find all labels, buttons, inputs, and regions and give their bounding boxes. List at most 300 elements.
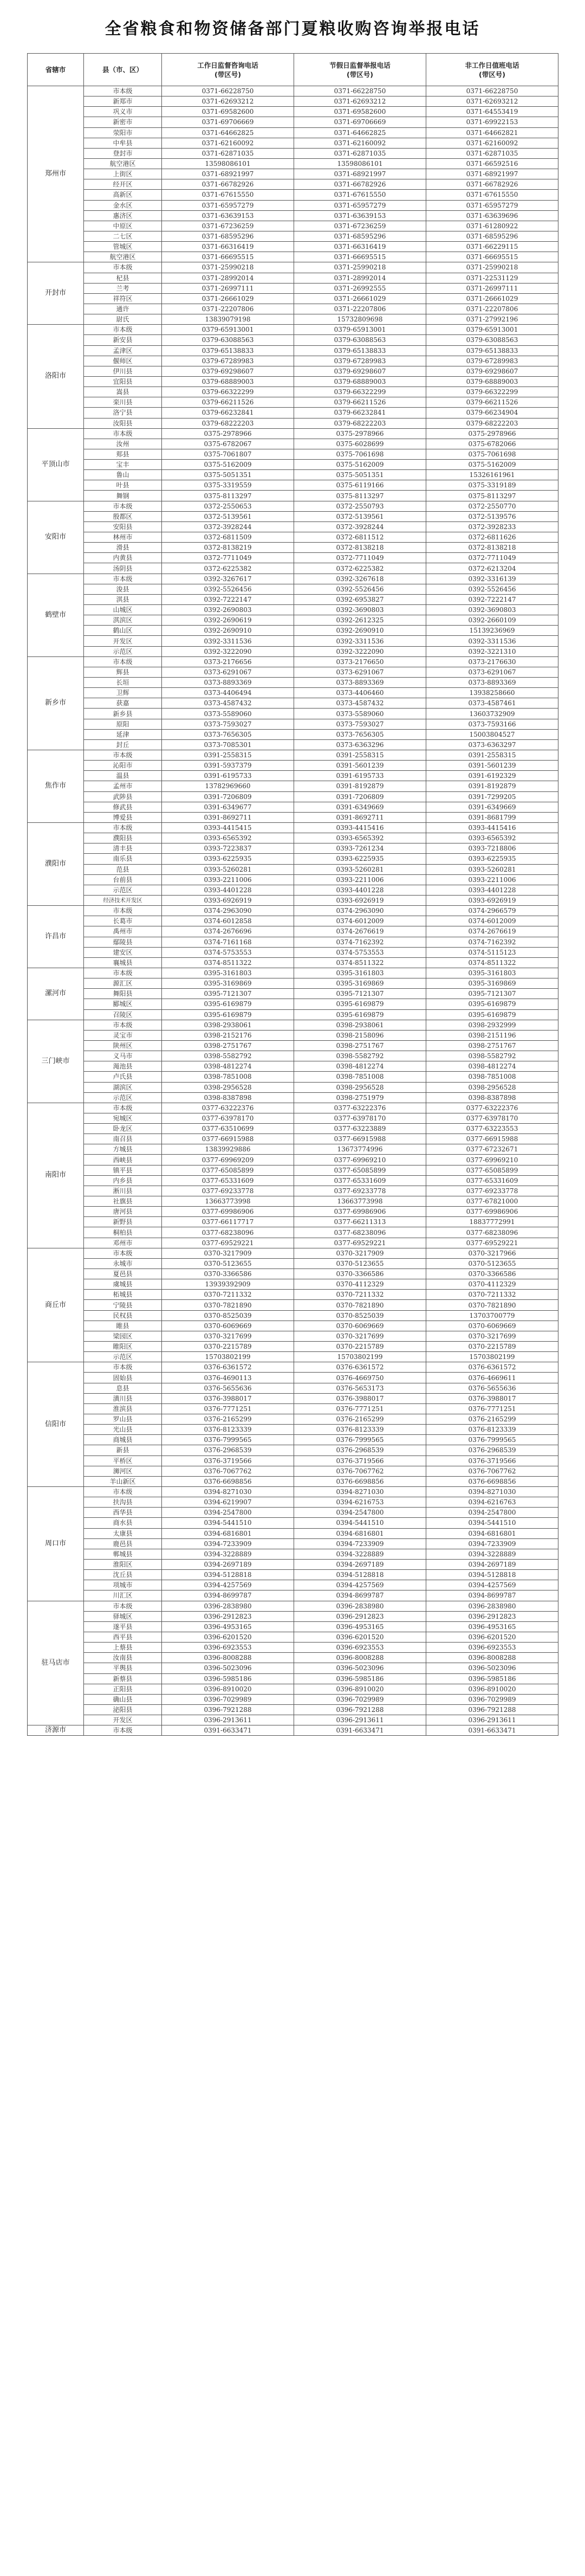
workday-phone-cell: 0394-6816801 (162, 1528, 294, 1538)
weekend-phone-cell: 0392-6953827 (294, 594, 426, 604)
table-row (28, 791, 558, 802)
nonwork-phone-cell: 0392-5526456 (426, 584, 558, 594)
county-cell: 封丘 (84, 739, 162, 750)
workday-phone-cell: 0379-65913001 (162, 325, 294, 335)
county-cell: 兰考 (84, 283, 162, 293)
workday-phone-cell: 0371-26997111 (162, 283, 294, 293)
weekend-phone-cell: 0391-6349669 (294, 802, 426, 812)
county-cell: 内黄县 (84, 553, 162, 563)
workday-phone-cell: 13782969660 (162, 781, 294, 791)
nonwork-phone-cell: 0371-63639696 (426, 210, 558, 221)
weekend-phone-cell: 0377-69529221 (294, 1238, 426, 1248)
table-row (28, 221, 558, 231)
weekend-phone-cell: 0394-5441510 (294, 1518, 426, 1528)
table-row (28, 200, 558, 210)
weekend-phone-cell: 0376-4669750 (294, 1373, 426, 1383)
table-row (28, 1134, 558, 1144)
workday-phone-cell: 0396-5985186 (162, 1673, 294, 1684)
workday-phone-cell: 0394-5128818 (162, 1570, 294, 1580)
table-row (28, 1196, 558, 1207)
table-header (28, 54, 558, 86)
workday-phone-cell: 0379-66211526 (162, 397, 294, 408)
table-row (28, 107, 558, 117)
nonwork-phone-cell: 0376-3719566 (426, 1456, 558, 1466)
county-cell: 市本级 (84, 968, 162, 978)
nonwork-phone-cell: 0391-6349669 (426, 802, 558, 812)
workday-phone-cell: 0376-6361572 (162, 1362, 294, 1373)
table-row (28, 906, 558, 916)
nonwork-phone-cell: 0376-7999565 (426, 1435, 558, 1445)
header-city: 省辖市 (28, 54, 84, 86)
city-cell: 周口市 (28, 1486, 84, 1601)
county-cell: 市本级 (84, 325, 162, 335)
nonwork-phone-cell: 0398-4812274 (426, 1061, 558, 1072)
table-row (28, 543, 558, 553)
table-row (28, 1725, 558, 1736)
workday-phone-cell: 0372-7711049 (162, 553, 294, 563)
weekend-phone-cell: 0371-67615550 (294, 190, 426, 200)
weekend-phone-cell: 0396-5023096 (294, 1663, 426, 1673)
nonwork-phone-cell: 0394-2547800 (426, 1508, 558, 1518)
county-cell: 浉河区 (84, 1466, 162, 1476)
county-cell: 武陟县 (84, 791, 162, 802)
workday-phone-cell: 0370-5123655 (162, 1258, 294, 1268)
weekend-phone-cell: 0392-2612325 (294, 615, 426, 626)
weekend-phone-cell: 0370-4112329 (294, 1279, 426, 1290)
workday-phone-cell: 0398-4812274 (162, 1061, 294, 1072)
county-cell: 获嘉 (84, 698, 162, 709)
nonwork-phone-cell: 0375-8113297 (426, 491, 558, 501)
nonwork-phone-cell: 0391-2558315 (426, 750, 558, 761)
workday-phone-cell: 0376-7999565 (162, 1435, 294, 1445)
nonwork-phone-cell: 0375-5162009 (426, 460, 558, 470)
nonwork-phone-cell: 0379-63088563 (426, 335, 558, 345)
weekend-phone-cell: 0393-2211006 (294, 874, 426, 885)
workday-phone-cell: 0373-7593027 (162, 719, 294, 729)
workday-phone-cell: 0371-25990218 (162, 262, 294, 273)
workday-phone-cell: 0398-2938061 (162, 1020, 294, 1030)
weekend-phone-cell: 0376-5653173 (294, 1383, 426, 1393)
table-row (28, 667, 558, 677)
table-row (28, 688, 558, 698)
table-row (28, 190, 558, 200)
county-cell: 祥符区 (84, 293, 162, 304)
weekend-phone-cell: 0373-4587432 (294, 698, 426, 709)
nonwork-phone-cell: 0392-3221310 (426, 646, 558, 656)
county-cell: 川汇区 (84, 1590, 162, 1601)
county-cell: 市本级 (84, 822, 162, 833)
county-cell: 唐河县 (84, 1207, 162, 1217)
nonwork-phone-cell: 15326161961 (426, 470, 558, 480)
weekend-phone-cell: 13598086101 (294, 158, 426, 169)
nonwork-phone-cell: 0394-5128818 (426, 1570, 558, 1580)
county-cell: 偃师区 (84, 356, 162, 366)
weekend-phone-cell: 0371-26992555 (294, 283, 426, 293)
weekend-phone-cell: 0375-6119166 (294, 480, 426, 491)
workday-phone-cell: 0391-6633471 (162, 1725, 294, 1736)
county-cell: 台前县 (84, 874, 162, 885)
workday-phone-cell: 0391-5937379 (162, 761, 294, 771)
workday-phone-cell: 0392-2690803 (162, 605, 294, 615)
weekend-phone-cell: 0394-8271030 (294, 1486, 426, 1497)
weekend-phone-cell: 0377-63978170 (294, 1113, 426, 1123)
weekend-phone-cell: 0394-2547800 (294, 1508, 426, 1518)
county-cell: 航空港区 (84, 252, 162, 262)
weekend-phone-cell: 0379-68889003 (294, 376, 426, 387)
county-cell: 卫辉 (84, 688, 162, 698)
county-cell: 汝州 (84, 439, 162, 449)
nonwork-phone-cell: 0371-67615550 (426, 190, 558, 200)
nonwork-phone-cell: 0392-3690803 (426, 605, 558, 615)
weekend-phone-cell: 0394-2697189 (294, 1559, 426, 1569)
workday-phone-cell: 0393-6565392 (162, 833, 294, 843)
county-cell: 商水县 (84, 1518, 162, 1528)
table-row (28, 1497, 558, 1508)
county-cell: 市本级 (84, 1103, 162, 1113)
weekend-phone-cell: 0396-7029989 (294, 1694, 426, 1704)
table-row (28, 1643, 558, 1653)
weekend-phone-cell: 0377-69233778 (294, 1186, 426, 1196)
city-cell: 鹤壁市 (28, 574, 84, 656)
weekend-phone-cell: 0393-7261234 (294, 843, 426, 854)
county-cell: 上蔡县 (84, 1643, 162, 1653)
nonwork-phone-cell: 0371-62871035 (426, 148, 558, 158)
nonwork-phone-cell: 0373-8893369 (426, 678, 558, 688)
weekend-phone-cell: 0377-68238096 (294, 1227, 426, 1238)
workday-phone-cell: 0377-66117717 (162, 1217, 294, 1227)
weekend-phone-cell: 0393-4401228 (294, 885, 426, 895)
table-row (28, 408, 558, 418)
nonwork-phone-cell: 0393-5260281 (426, 864, 558, 874)
weekend-phone-cell: 0373-2176650 (294, 656, 426, 667)
nonwork-phone-cell: 0371-26997111 (426, 283, 558, 293)
nonwork-phone-cell: 0395-3169869 (426, 978, 558, 989)
table-row (28, 656, 558, 667)
nonwork-phone-cell: 0396-6923553 (426, 1643, 558, 1653)
county-cell: 内乡县 (84, 1175, 162, 1186)
workday-phone-cell: 0372-2550653 (162, 501, 294, 511)
nonwork-phone-cell: 0393-6565392 (426, 833, 558, 843)
county-cell: 市本级 (84, 906, 162, 916)
county-cell: 梁园区 (84, 1331, 162, 1341)
nonwork-phone-cell: 0370-3217699 (426, 1331, 558, 1341)
county-cell: 项城市 (84, 1580, 162, 1590)
nonwork-phone-cell: 15003804527 (426, 729, 558, 739)
table-row (28, 1383, 558, 1393)
table-row (28, 1559, 558, 1569)
workday-phone-cell: 0373-4406494 (162, 688, 294, 698)
table-row (28, 1486, 558, 1497)
county-cell: 新县 (84, 1445, 162, 1456)
weekend-phone-cell: 0371-62693212 (294, 96, 426, 107)
table-row (28, 325, 558, 335)
workday-phone-cell: 0379-68222203 (162, 418, 294, 428)
county-cell: 伊川县 (84, 366, 162, 376)
county-cell: 林州市 (84, 532, 162, 543)
table-row (28, 761, 558, 771)
nonwork-phone-cell: 0392-3316139 (426, 574, 558, 584)
table-row (28, 460, 558, 470)
county-cell: 惠济区 (84, 210, 162, 221)
workday-phone-cell: 0370-7821890 (162, 1300, 294, 1310)
nonwork-phone-cell: 13603732909 (426, 709, 558, 719)
table-row (28, 138, 558, 148)
table-body (28, 86, 558, 1736)
table-row (28, 584, 558, 594)
workday-phone-cell: 0373-8893369 (162, 678, 294, 688)
table-row (28, 439, 558, 449)
table-row (28, 1362, 558, 1373)
weekend-phone-cell: 0396-6201520 (294, 1632, 426, 1642)
nonwork-phone-cell: 0379-68889003 (426, 376, 558, 387)
nonwork-phone-cell: 0398-2151196 (426, 1030, 558, 1040)
nonwork-phone-cell: 0371-66782926 (426, 179, 558, 190)
table-row (28, 709, 558, 719)
workday-phone-cell: 0394-7233909 (162, 1538, 294, 1549)
table-row (28, 864, 558, 874)
county-cell: 新蔡县 (84, 1673, 162, 1684)
table-row (28, 1435, 558, 1445)
weekend-phone-cell: 0391-5601239 (294, 761, 426, 771)
weekend-phone-cell: 0379-66322299 (294, 387, 426, 397)
nonwork-phone-cell: 0395-6169879 (426, 1009, 558, 1020)
county-cell: 汝南县 (84, 1653, 162, 1663)
weekend-phone-cell: 0393-6926919 (294, 895, 426, 905)
table-row (28, 1704, 558, 1715)
county-cell: 沁阳市 (84, 761, 162, 771)
table-row (28, 1175, 558, 1186)
workday-phone-cell: 0392-2690910 (162, 626, 294, 636)
table-row (28, 335, 558, 345)
nonwork-phone-cell: 0396-5985186 (426, 1673, 558, 1684)
workday-phone-cell: 0374-2963090 (162, 906, 294, 916)
county-cell: 新安县 (84, 335, 162, 345)
county-cell: 桐柏县 (84, 1227, 162, 1238)
county-cell: 清丰县 (84, 843, 162, 854)
city-cell: 平顶山市 (28, 428, 84, 501)
table-row (28, 521, 558, 532)
table-row (28, 1352, 558, 1362)
county-cell: 市本级 (84, 1248, 162, 1258)
county-cell: 湖滨区 (84, 1082, 162, 1092)
county-cell: 商城县 (84, 1435, 162, 1445)
workday-phone-cell: 0370-3366586 (162, 1269, 294, 1279)
workday-phone-cell: 0392-7222147 (162, 594, 294, 604)
workday-phone-cell: 0370-6069669 (162, 1321, 294, 1331)
table-row (28, 1476, 558, 1486)
county-cell: 通许 (84, 304, 162, 314)
workday-phone-cell: 0377-68238096 (162, 1227, 294, 1238)
weekend-phone-cell: 0374-2963090 (294, 906, 426, 916)
nonwork-phone-cell: 0393-4415416 (426, 822, 558, 833)
weekend-phone-cell: 0376-3988017 (294, 1393, 426, 1403)
county-cell: 示范区 (84, 1352, 162, 1362)
workday-phone-cell: 0393-5260281 (162, 864, 294, 874)
workday-phone-cell: 0376-5655636 (162, 1383, 294, 1393)
nonwork-phone-cell: 0376-7067762 (426, 1466, 558, 1476)
workday-phone-cell: 0376-4690113 (162, 1373, 294, 1383)
county-cell: 源汇区 (84, 978, 162, 989)
weekend-phone-cell: 0371-68595296 (294, 231, 426, 241)
weekend-phone-cell: 0391-6633471 (294, 1725, 426, 1736)
nonwork-phone-cell: 0370-7211332 (426, 1290, 558, 1300)
nonwork-phone-cell: 0371-62160092 (426, 138, 558, 148)
table-row (28, 822, 558, 833)
county-cell: 市本级 (84, 656, 162, 667)
weekend-phone-cell: 0376-7999565 (294, 1435, 426, 1445)
nonwork-phone-cell: 0391-8681799 (426, 812, 558, 822)
workday-phone-cell: 0371-66228750 (162, 86, 294, 96)
nonwork-phone-cell: 0377-67821000 (426, 1196, 558, 1207)
nonwork-phone-cell: 0398-8387898 (426, 1092, 558, 1103)
nonwork-phone-cell: 0398-2956528 (426, 1082, 558, 1092)
county-cell: 巩义市 (84, 107, 162, 117)
county-cell: 长葛市 (84, 916, 162, 926)
workday-phone-cell: 0391-7206809 (162, 791, 294, 802)
workday-phone-cell: 0396-2913611 (162, 1715, 294, 1725)
workday-phone-cell: 0377-69986906 (162, 1207, 294, 1217)
workday-phone-cell: 0376-7067762 (162, 1466, 294, 1476)
county-cell: 市本级 (84, 501, 162, 511)
nonwork-phone-cell: 0371-66228750 (426, 86, 558, 96)
county-cell: 郏县 (84, 449, 162, 459)
nonwork-phone-cell: 0372-7711049 (426, 553, 558, 563)
county-cell: 孟州市 (84, 781, 162, 791)
workday-phone-cell: 0396-7029989 (162, 1694, 294, 1704)
nonwork-phone-cell: 0394-4257569 (426, 1580, 558, 1590)
county-cell: 市本级 (84, 574, 162, 584)
nonwork-phone-cell: 0396-2838980 (426, 1601, 558, 1611)
table-row (28, 283, 558, 293)
weekend-phone-cell: 0373-8893369 (294, 678, 426, 688)
nonwork-phone-cell: 0370-3217966 (426, 1248, 558, 1258)
workday-phone-cell: 0392-3222090 (162, 646, 294, 656)
workday-phone-cell: 0393-4401228 (162, 885, 294, 895)
weekend-phone-cell: 0379-63088563 (294, 335, 426, 345)
weekend-phone-cell: 0392-3311536 (294, 636, 426, 646)
county-cell: 滑县 (84, 543, 162, 553)
table-row (28, 1694, 558, 1704)
county-cell: 沈丘县 (84, 1570, 162, 1580)
nonwork-phone-cell: 0379-66234904 (426, 408, 558, 418)
county-cell: 管城区 (84, 242, 162, 252)
weekend-phone-cell: 0393-5260281 (294, 864, 426, 874)
nonwork-phone-cell: 0371-61280922 (426, 221, 558, 231)
county-cell: 鹤山区 (84, 626, 162, 636)
weekend-phone-cell: 0376-7771251 (294, 1403, 426, 1414)
workday-phone-cell: 0372-3928244 (162, 521, 294, 532)
table-row (28, 719, 558, 729)
county-cell: 开发区 (84, 1715, 162, 1725)
workday-phone-cell: 0377-65331609 (162, 1175, 294, 1186)
workday-phone-cell: 0394-8271030 (162, 1486, 294, 1497)
county-cell: 温县 (84, 771, 162, 781)
city-cell: 濮阳市 (28, 822, 84, 905)
nonwork-phone-cell: 13938258660 (426, 688, 558, 698)
table-row (28, 1373, 558, 1383)
nonwork-phone-cell: 0375-7061698 (426, 449, 558, 459)
county-cell: 洛宁县 (84, 408, 162, 418)
weekend-phone-cell: 15703802199 (294, 1352, 426, 1362)
county-cell: 殷都区 (84, 511, 162, 521)
county-cell: 西华县 (84, 1508, 162, 1518)
county-cell: 博爱县 (84, 812, 162, 822)
table-row (28, 511, 558, 521)
table-row (28, 428, 558, 439)
weekend-phone-cell: 0371-25990218 (294, 262, 426, 273)
nonwork-phone-cell: 0395-6169879 (426, 999, 558, 1009)
workday-phone-cell: 0373-7085301 (162, 739, 294, 750)
weekend-phone-cell: 0398-2938061 (294, 1020, 426, 1030)
weekend-phone-cell: 0396-2838980 (294, 1601, 426, 1611)
nonwork-phone-cell: 0377-69529221 (426, 1238, 558, 1248)
county-cell: 山城区 (84, 605, 162, 615)
table-row (28, 874, 558, 885)
table-row (28, 1528, 558, 1538)
workday-phone-cell: 0393-6926919 (162, 895, 294, 905)
weekend-phone-cell: 0379-66211526 (294, 397, 426, 408)
table-row (28, 1331, 558, 1341)
table-row (28, 314, 558, 325)
county-cell: 泌阳县 (84, 1704, 162, 1715)
weekend-phone-cell: 0398-2751979 (294, 1092, 426, 1103)
county-cell: 淮阳区 (84, 1559, 162, 1569)
table-row (28, 273, 558, 283)
county-cell: 舞阳县 (84, 989, 162, 999)
table-row (28, 96, 558, 107)
weekend-phone-cell: 0393-6565392 (294, 833, 426, 843)
nonwork-phone-cell: 0371-62693212 (426, 96, 558, 107)
nonwork-phone-cell: 0375-6782066 (426, 439, 558, 449)
workday-phone-cell: 0391-6349677 (162, 802, 294, 812)
weekend-phone-cell: 0377-69969210 (294, 1155, 426, 1165)
nonwork-phone-cell: 0374-6012009 (426, 916, 558, 926)
weekend-phone-cell: 0377-66211313 (294, 1217, 426, 1227)
nonwork-phone-cell: 0393-6926919 (426, 895, 558, 905)
weekend-phone-cell: 0396-8008288 (294, 1653, 426, 1663)
nonwork-phone-cell: 0373-4587461 (426, 698, 558, 709)
weekend-phone-cell: 0372-2550793 (294, 501, 426, 511)
nonwork-phone-cell: 0391-5601239 (426, 761, 558, 771)
weekend-phone-cell: 0379-66232841 (294, 408, 426, 418)
weekend-phone-cell: 0371-66782926 (294, 179, 426, 190)
nonwork-phone-cell: 0371-65957279 (426, 200, 558, 210)
workday-phone-cell: 0371-63639153 (162, 210, 294, 221)
workday-phone-cell: 0370-2215789 (162, 1342, 294, 1352)
table-row (28, 449, 558, 459)
nonwork-phone-cell: 0371-68595296 (426, 231, 558, 241)
weekend-phone-cell: 0370-6069669 (294, 1321, 426, 1331)
workday-phone-cell: 0371-28992014 (162, 273, 294, 283)
nonwork-phone-cell: 0371-68921997 (426, 169, 558, 179)
weekend-phone-cell: 0371-26661029 (294, 293, 426, 304)
table-row (28, 262, 558, 273)
weekend-phone-cell: 0396-5985186 (294, 1673, 426, 1684)
nonwork-phone-cell: 0394-8271030 (426, 1486, 558, 1497)
nonwork-phone-cell: 0377-63978170 (426, 1113, 558, 1123)
weekend-phone-cell: 13673774996 (294, 1144, 426, 1155)
workday-phone-cell: 0371-68921997 (162, 169, 294, 179)
weekend-phone-cell: 0395-3161803 (294, 968, 426, 978)
county-cell: 息县 (84, 1383, 162, 1393)
workday-phone-cell: 0371-66316419 (162, 242, 294, 252)
county-cell: 太康县 (84, 1528, 162, 1538)
nonwork-phone-cell: 18837772991 (426, 1217, 558, 1227)
county-cell: 示范区 (84, 1092, 162, 1103)
table-row (28, 1601, 558, 1611)
nonwork-phone-cell: 0372-8138218 (426, 543, 558, 553)
nonwork-phone-cell: 0379-66211526 (426, 397, 558, 408)
